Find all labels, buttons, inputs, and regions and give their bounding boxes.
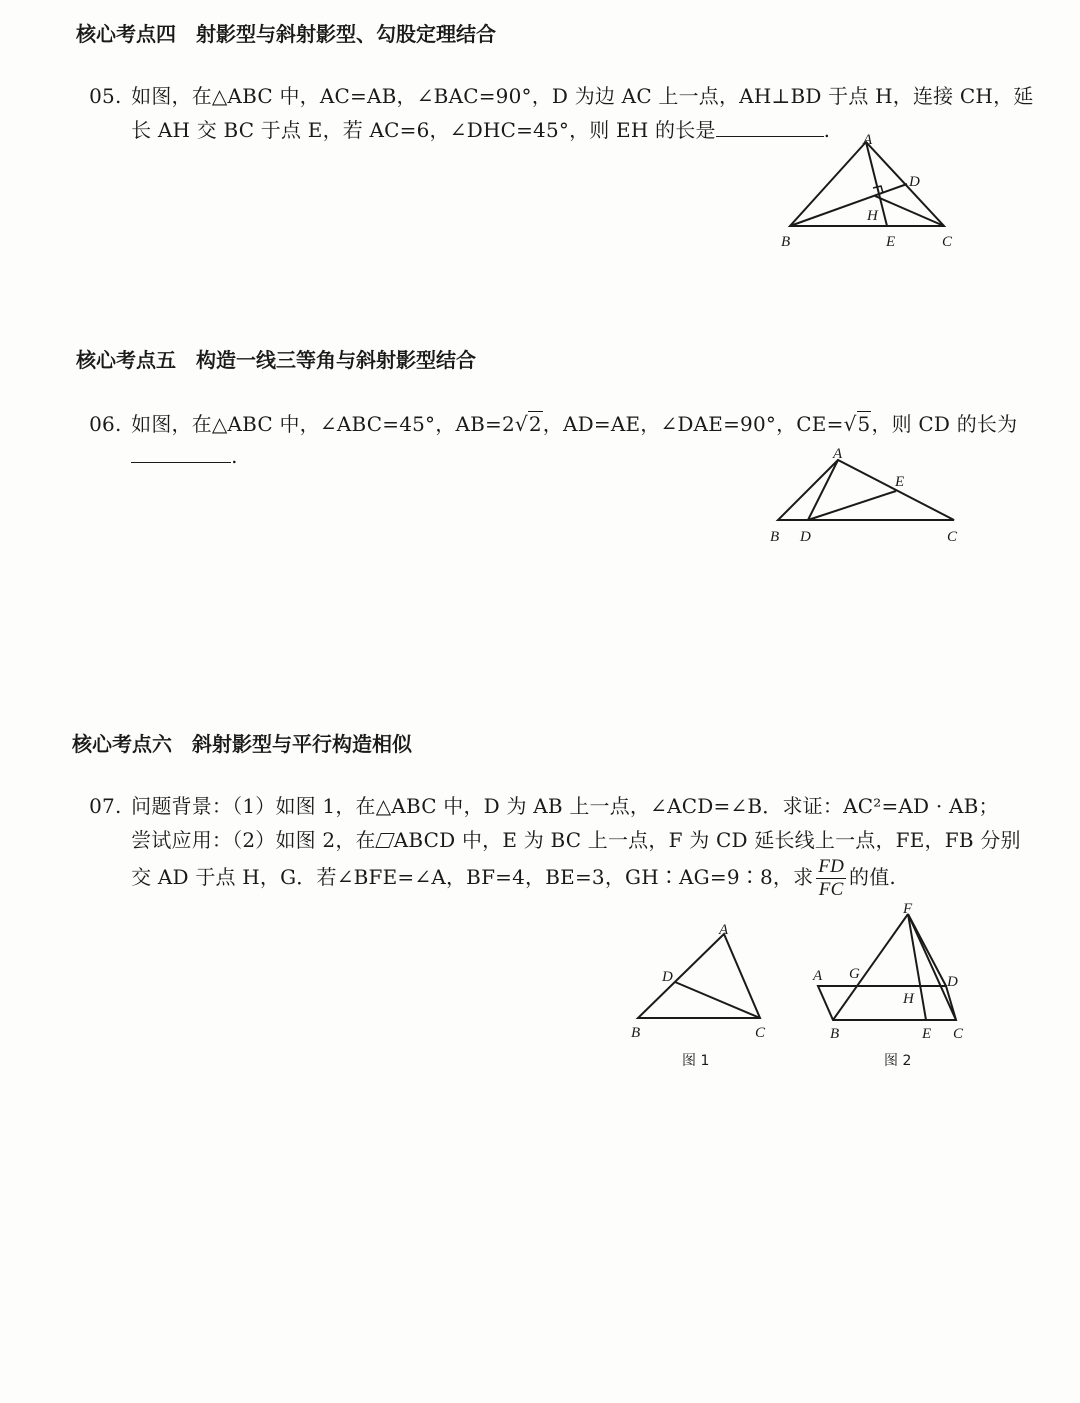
point-label: B bbox=[770, 529, 780, 545]
point-label: D bbox=[909, 174, 920, 190]
question-number: 07. bbox=[89, 794, 122, 818]
section-heading-5: 核心考点五 构造一线三等角与斜射影型结合 bbox=[76, 348, 476, 372]
point-label: B bbox=[631, 1025, 641, 1041]
segment-bd bbox=[790, 184, 907, 226]
segment-fb bbox=[833, 914, 908, 1020]
point-label: C bbox=[942, 234, 953, 250]
figure-2 bbox=[800, 896, 980, 1076]
fraction bbox=[816, 856, 846, 901]
question-text: 如图，在△ABC 中，∠ABC=45°，AB=2 bbox=[131, 412, 515, 436]
question-number: 05. bbox=[89, 84, 122, 108]
point-label: C bbox=[953, 1026, 964, 1042]
section-heading-4: 核心考点四 射影型与斜射影型、勾股定理结合 bbox=[76, 22, 496, 46]
question-text: 问题背景：（1）如图 1，在△ABC 中，D 为 AB 上一点，∠ACD=∠B．求证：AC²=AD · AB； bbox=[131, 794, 999, 818]
point-label: D bbox=[800, 529, 811, 545]
question-text: 长 AH 交 BC 于点 E，若 AC=6，∠DHC=45°，则 EH 的长是 bbox=[131, 118, 716, 142]
point-label: B bbox=[781, 234, 791, 250]
question-text: ABCD 中，E 为 BC 上一点，F 为 CD 延长线上一点，FE，FB 分别 bbox=[393, 828, 1021, 852]
question-text: 如图，在△ABC 中，AC=AB，∠BAC=90°，D 为边 AC 上一点，AH⊥BD 于点 H，连接 CH，延 bbox=[131, 84, 1034, 108]
point-label: G bbox=[849, 966, 860, 982]
figure-caption: 图 1 bbox=[682, 1053, 710, 1069]
question-07-line3 bbox=[118, 832, 896, 901]
point-label: A bbox=[813, 968, 823, 984]
point-label: A bbox=[719, 922, 729, 938]
question-05-line2 bbox=[118, 90, 830, 143]
question-06-line2 bbox=[118, 420, 238, 468]
question-text: ，则 CD 的长为 bbox=[871, 412, 1018, 436]
figure-q06 bbox=[760, 440, 970, 552]
point-label: C bbox=[947, 529, 958, 545]
point-label: H bbox=[867, 208, 878, 224]
triangle-abc bbox=[638, 934, 760, 1018]
point-label: A bbox=[863, 132, 873, 148]
point-label: D bbox=[662, 969, 673, 985]
sqrt-expression: √5 bbox=[843, 412, 871, 436]
question-text-end: . bbox=[823, 118, 831, 142]
figure-q05 bbox=[770, 128, 970, 258]
fraction-numerator: FD bbox=[818, 856, 844, 877]
sqrt-expression: √2 bbox=[514, 412, 542, 436]
radicand: 5 bbox=[857, 412, 871, 436]
question-text: 尝试应用：（2）如图 2，在 bbox=[131, 828, 376, 852]
question-text-end: . bbox=[231, 444, 238, 468]
question-text: ，AD=AE，∠DAE=90°，CE= bbox=[542, 412, 844, 436]
parallelogram-abcd bbox=[818, 986, 956, 1020]
section-heading-6: 核心考点六 斜射影型与平行构造相似 bbox=[72, 732, 412, 756]
point-label: E bbox=[922, 1026, 932, 1042]
point-label: B bbox=[830, 1026, 840, 1042]
point-label: F bbox=[903, 901, 913, 917]
point-label: C bbox=[755, 1025, 766, 1041]
point-label: A bbox=[833, 446, 843, 462]
figure-1 bbox=[620, 914, 780, 1074]
fraction-denominator: FC bbox=[818, 879, 844, 900]
point-label: E bbox=[886, 234, 896, 250]
answer-blank[interactable] bbox=[131, 444, 231, 463]
point-label: H bbox=[903, 991, 914, 1007]
triangle-abc bbox=[778, 460, 954, 520]
question-text: 交 AD 于点 H，G．若∠BFE=∠A，BF=4，BE=3，GH∶AG=9∶8，求 bbox=[131, 865, 814, 889]
segment-fc-extension bbox=[908, 914, 956, 1020]
figure-caption: 图 2 bbox=[884, 1053, 912, 1069]
radicand: 2 bbox=[528, 412, 542, 436]
point-label: E bbox=[895, 474, 905, 490]
question-number: 06. bbox=[89, 412, 122, 436]
question-text: 的值. bbox=[849, 865, 896, 889]
point-label: D bbox=[947, 974, 958, 990]
